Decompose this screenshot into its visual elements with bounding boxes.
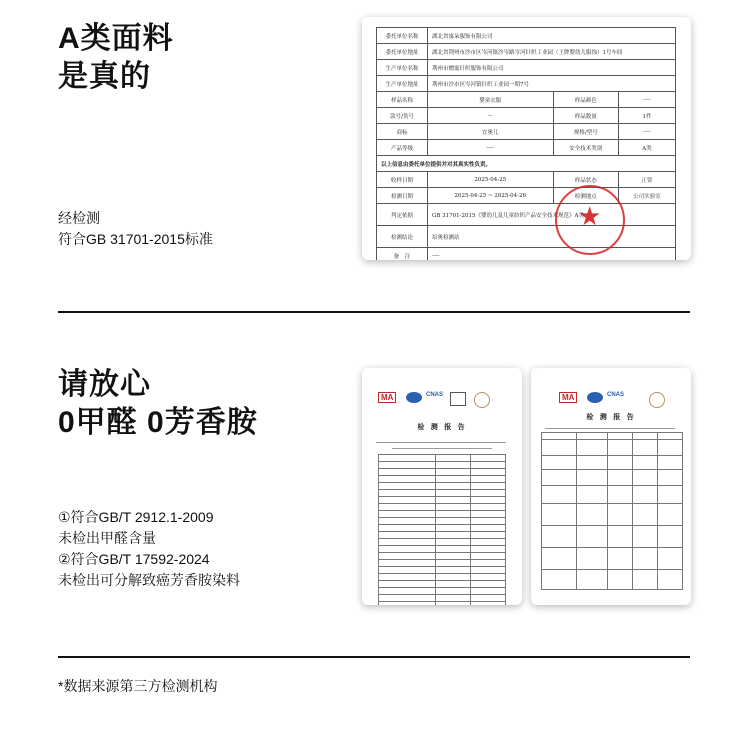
cert-cell: 样品名称 xyxy=(377,92,428,108)
report-line xyxy=(376,442,506,443)
ilac-logo-icon xyxy=(587,392,603,403)
cert-value: 培奥检测站 xyxy=(428,226,676,248)
cert-statement: 以上信息由委托单位提供并对其真实性负责。 xyxy=(377,156,676,172)
cert-cell: A类 xyxy=(619,140,676,156)
cert-cell: ---- xyxy=(619,92,676,108)
report-title: 检 测 报 告 xyxy=(586,412,636,421)
company-logo-icon xyxy=(474,392,490,408)
report-table-2 xyxy=(541,432,683,590)
cert-cell: 样品颜色 xyxy=(553,92,618,108)
section2-item-2: 未检出甲醛含量 xyxy=(58,530,156,546)
ma-logo: MA xyxy=(378,392,396,403)
footnote: *数据来源第三方检测机构 xyxy=(58,678,218,694)
cert-cell: 2025-04-25 ~ 2025-04-26 xyxy=(428,188,554,204)
cert-key: 备 注 xyxy=(377,248,428,261)
lab-logo-icon xyxy=(450,392,466,406)
cert-key: 委托单位地址 xyxy=(377,44,428,60)
cert-value: 湖北省寓朵服饰有限公司 xyxy=(428,28,676,44)
cert-cell: 检测日期 xyxy=(377,188,428,204)
cert-key: 判定依据 xyxy=(377,204,428,226)
certificate-table xyxy=(376,27,676,260)
cert-cell: 收样日期 xyxy=(377,172,428,188)
divider-2 xyxy=(58,656,690,658)
cert-cell: 商标 xyxy=(377,124,428,140)
cert-cell: 正常 xyxy=(619,172,676,188)
section1-title-line2: 是真的 xyxy=(58,60,151,93)
cert-cell: -- xyxy=(428,108,554,124)
cert-value: 荆州市沙市区岑河镇针织工业园一期7号 xyxy=(428,76,676,92)
cert-cell: 安全技术类别 xyxy=(553,140,618,156)
certificate-card xyxy=(362,17,691,260)
cert-key: 检测结论 xyxy=(377,226,428,248)
cert-cell: 公司实验室 xyxy=(619,188,676,204)
report-card-1 xyxy=(362,368,522,605)
report-line xyxy=(545,428,675,429)
divider-1 xyxy=(58,311,690,313)
cert-cell: 样品数量 xyxy=(553,108,618,124)
section2-title-line2: 0甲醛 0芳香胺 xyxy=(58,406,258,439)
cnas-logo: CNAS xyxy=(426,392,444,398)
section1-title-line1: A类面料 xyxy=(58,22,174,55)
cert-value: GB 31701-2015《婴幼儿及儿童纺织产品安全技术规范》A类 xyxy=(428,204,676,226)
cert-cell: 规格/型号 xyxy=(553,124,618,140)
section2-item-3: ②符合GB/T 17592-2024 xyxy=(58,551,210,567)
red-seal-stamp xyxy=(555,185,625,255)
report-title: 检 测 报 告 xyxy=(417,422,467,431)
cert-key: 生产单位地址 xyxy=(377,76,428,92)
cert-cell: 宜奥儿 xyxy=(428,124,554,140)
section2-item-1: ①符合GB/T 2912.1-2009 xyxy=(58,509,214,525)
cert-value: 荆州市赠寓针织服饰有限公司 xyxy=(428,60,676,76)
section2-title-line1: 请放心 xyxy=(58,368,151,401)
ma-logo: MA xyxy=(559,392,577,403)
section1-desc-line1: 经检测 xyxy=(58,210,100,226)
company-logo-icon xyxy=(649,392,665,408)
cert-cell: 款号/货号 xyxy=(377,108,428,124)
cert-value: 湖北省荆州市沙市区岑河镇沙岑路岑河针织工业园（王牌婴幼儿服饰）1号车间 xyxy=(428,44,676,60)
cert-cell: 样品状态 xyxy=(553,172,618,188)
report-card-2 xyxy=(531,368,691,605)
cert-key: 委托单位名称 xyxy=(377,28,428,44)
cert-cell: 检测地点 xyxy=(553,188,618,204)
cert-cell: ---- xyxy=(619,124,676,140)
star-icon: ★ xyxy=(578,201,602,231)
cert-value: ---- xyxy=(428,248,676,261)
report-line xyxy=(392,448,492,449)
cnas-logo: CNAS xyxy=(607,392,625,398)
report-logos xyxy=(362,392,522,412)
cert-cell: 婴童衣服 xyxy=(428,92,554,108)
report-logos xyxy=(531,392,691,412)
cert-key: 生产单位名称 xyxy=(377,60,428,76)
cert-cell: 产品等级 xyxy=(377,140,428,156)
section2-item-4: 未检出可分解致癌芳香胺染料 xyxy=(58,572,240,588)
cert-cell: 2025-04-25 xyxy=(428,172,554,188)
cert-cell: 1件 xyxy=(619,108,676,124)
ilac-logo-icon xyxy=(406,392,422,403)
cert-cell: ---- xyxy=(428,140,554,156)
report-table-1 xyxy=(378,454,506,605)
section1-desc-line2: 符合GB 31701-2015标准 xyxy=(58,231,213,247)
